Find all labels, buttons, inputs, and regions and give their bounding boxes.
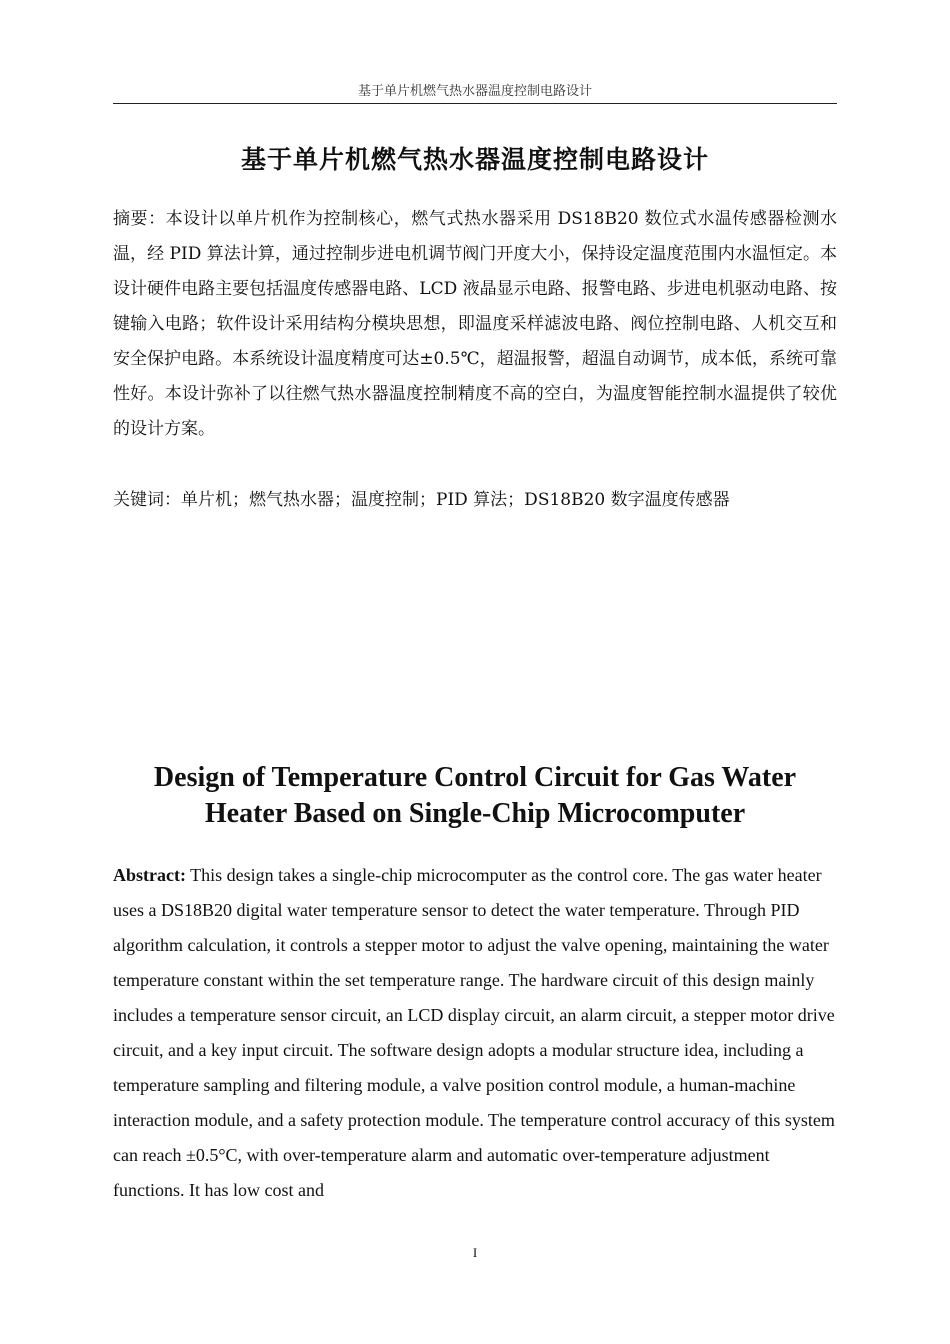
chinese-keywords-label: 关键词：	[113, 490, 181, 510]
chinese-abstract-label: 摘要：	[113, 209, 166, 229]
chinese-keywords-text: 单片机；燃气热水器；温度控制；PID 算法；DS18B20 数字温度传感器	[181, 490, 730, 510]
header-rule	[113, 103, 837, 104]
chinese-title: 基于单片机燃气热水器温度控制电路设计	[240, 145, 709, 174]
english-abstract-text: This design takes a single-chip microcomputer as the control core. The gas water heater uses a DS18B20 digital water temperature sensor to detect the water temperature. Through PID algorithm calculation, it controls a stepper motor to adjust the valve opening, maintaining the water temperature constant within the set temperature range. The hardware circuit of this design mainly includes a temperature sensor circuit, an LCD display circuit, an alarm circuit, a stepper motor drive circuit, and a key input circuit. The software design adopts a modular structure idea, including a temperature sampling and filtering module, a valve position control module, a human-machine interaction module, and a safety protection module. The temperature control accuracy of this system can reach ±0.5°C, with over-temperature alarm and automatic over-temperature adjustment functions. It has low cost and	[113, 865, 835, 1200]
page-number: I	[472, 1245, 478, 1260]
chinese-abstract-text: 本设计以单片机作为控制核心，燃气式热水器采用 DS18B20 数位式水温传感器检测水温，经 PID 算法计算，通过控制步进电机调节阀门开度大小，保持设定温度范围内水温恒定。本设计硬件电路主要包括温度传感器电路、LCD 液晶显示电路、报警电路、步进电机驱动电路、按键输入电路；软件设计采用结构分模块思想，即温度采样滤波电路、阀位控制电路、人机交互和安全保护电路。本系统设计温度精度可达±0.5℃，超温报警，超温自动调节，成本低，系统可靠性好。本设计弥补了以往燃气热水器温度控制精度不高的空白，为温度智能控制水温提供了较优的设计方案。	[113, 209, 838, 439]
chinese-abstract	[113, 202, 837, 447]
english-abstract-label: Abstract:	[113, 865, 186, 885]
chinese-keywords	[113, 483, 837, 518]
english-title: Design of Temperature Control Circuit for Gas Water Heater Based on Single-Chip Microcomputer	[153, 762, 797, 829]
running-header: 基于单片机燃气热水器温度控制电路设计	[357, 84, 592, 99]
english-abstract	[113, 858, 837, 1208]
